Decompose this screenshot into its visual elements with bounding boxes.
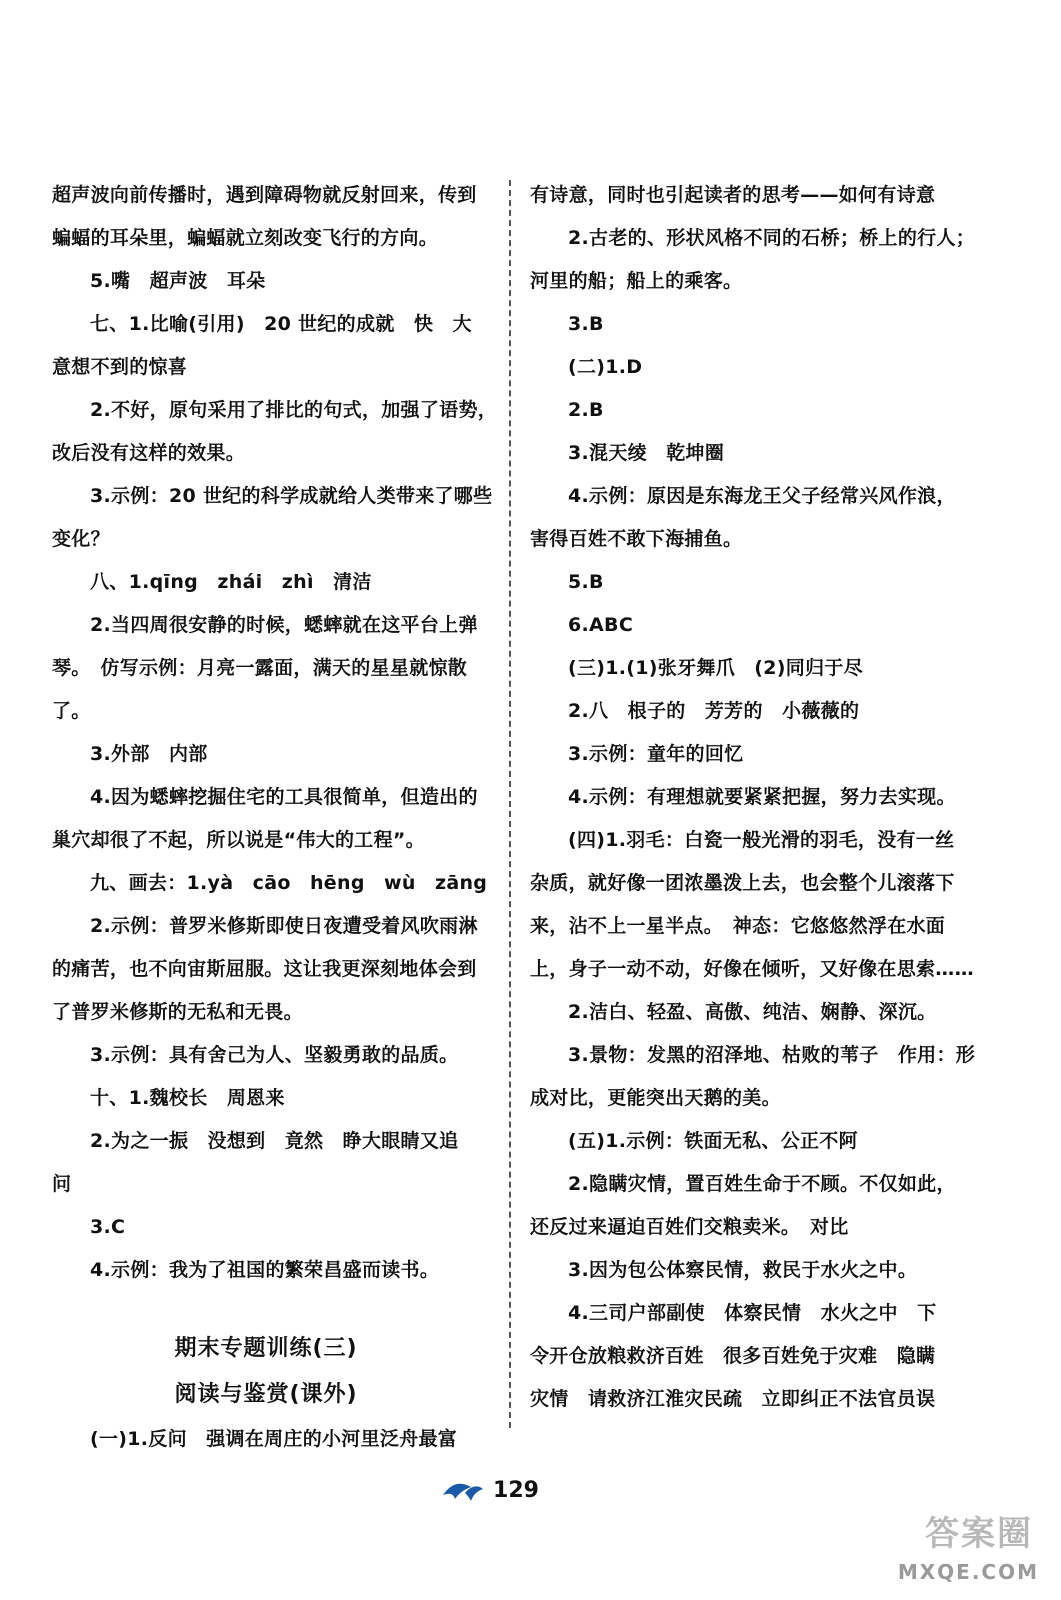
answer-line: 5.B <box>568 571 604 593</box>
section-gap <box>52 1292 480 1326</box>
answer-line: 4.示例：我为了祖国的繁荣昌盛而读书。 <box>90 1259 440 1281</box>
answer-line: 4.示例：有理想就要紧紧把握，努力去实现。 <box>568 786 956 808</box>
answer-line: 2.当四周很安静的时候，蟋蟀就在这平台上弹 <box>90 614 478 636</box>
watermark-logo: 答案圈 <box>925 1514 1033 1554</box>
answer-line: 琴。 仿写示例：月亮一露面，满天的星星就惊散 <box>52 657 468 679</box>
answer-line: 3.因为包公体察民情，救民于水火之中。 <box>568 1259 918 1281</box>
answer-line: 九、画去：1.yà cāo hēng wù zāng <box>90 872 488 894</box>
answer-line: 成对比，更能突出天鹅的美。 <box>530 1087 781 1109</box>
leaf-ornament-icon <box>441 1477 485 1503</box>
left-column <box>52 174 498 1461</box>
answer-line: 巢穴却很了不起，所以说是“伟大的工程”。 <box>52 829 425 851</box>
answer-line: 的痛苦，也不向宙斯屈服。这让我更深刻地体会到 <box>52 958 477 980</box>
right-column <box>530 174 976 1421</box>
section-subtitle: 阅读与鉴赏(课外) <box>174 1382 358 1407</box>
answer-line: 4.三司户部副使 体察民情 水火之中 下 <box>568 1302 937 1324</box>
page-footer <box>430 1470 550 1510</box>
answer-line: 2.为之一振 没想到 竟然 睁大眼睛又追 <box>90 1130 459 1152</box>
answer-line: 河里的船；船上的乘客。 <box>530 270 743 292</box>
answer-line: 2.洁白、轻盈、高傲、纯洁、娴静、深沉。 <box>568 1001 937 1023</box>
answer-line: 4.示例：原因是东海龙王父子经常兴风作浪， <box>568 485 956 507</box>
answer-line: 意想不到的惊喜 <box>52 356 188 378</box>
answer-line: 十、1.魏校长 周恩来 <box>90 1087 285 1109</box>
answer-line: 2.示例：普罗米修斯即使日夜遭受着风吹雨淋 <box>90 915 478 937</box>
answer-line: 3.B <box>568 313 604 335</box>
answer-line: 上，身子一动不动，好像在倾听，又好像在思索…… <box>530 958 974 980</box>
answer-line: 2.不好，原句采用了排比的句式，加强了语势， <box>90 399 498 421</box>
watermark-site: MXQE.COM <box>897 1560 1039 1584</box>
answer-line: 2.八 根子的 芳芳的 小薇薇的 <box>568 700 860 722</box>
answer-line: 有诗意，同时也引起读者的思考——如何有诗意 <box>530 184 936 206</box>
answer-line: 6.ABC <box>568 614 634 636</box>
answer-line: 来，沾不上一星半点。 神态：它悠悠然浮在水面 <box>530 915 946 937</box>
answer-line: (三)1.(1)张牙舞爪 (2)同归于尽 <box>568 657 863 679</box>
answer-line: 杂质，就好像一团浓墨泼上去，也会整个儿滚落下 <box>530 872 955 894</box>
answer-line: 害得百姓不敢下海捕鱼。 <box>530 528 743 550</box>
answer-line: 了普罗米修斯的无私和无畏。 <box>52 1001 303 1023</box>
answer-line: 令开仓放粮救济百姓 很多百姓免于灾难 隐瞒 <box>530 1345 936 1367</box>
answer-line: 改后没有这样的效果。 <box>52 442 246 464</box>
answer-line: 2.古老的、形状风格不同的石桥；桥上的行人； <box>568 227 976 249</box>
answer-line: 5.嘴 超声波 耳朵 <box>90 270 266 292</box>
answer-line: 3.C <box>90 1216 126 1238</box>
answer-line: 了。 <box>52 700 91 722</box>
answer-line: 七、1.比喻(引用) 20 世纪的成就 快 大 <box>90 313 472 335</box>
answer-line: 3.混天绫 乾坤圈 <box>568 442 725 464</box>
answer-line: 变化？ <box>52 528 110 550</box>
answer-line: 3.示例：具有舍己为人、坚毅勇敢的品质。 <box>90 1044 459 1066</box>
answer-line: 2.B <box>568 399 604 421</box>
answer-line: 超声波向前传播时，遇到障碍物就反射回来，传到 <box>52 184 477 206</box>
column-divider <box>509 180 511 1428</box>
section-title: 期末专题训练(三) <box>174 1336 358 1361</box>
answer-line: 蝙蝠的耳朵里，蝙蝠就立刻改变飞行的方向。 <box>52 227 439 249</box>
answer-line: 灾情 请救济江淮灾民疏 立即纠正不法官员误 <box>530 1388 936 1410</box>
answer-line: 还反过来逼迫百姓们交粮卖米。 对比 <box>530 1216 849 1238</box>
answer-line: 4.因为蟋蟀挖掘住宅的工具很简单，但造出的 <box>90 786 478 808</box>
answer-line: (一)1.反问 强调在周庄的小河里泛舟最富 <box>90 1428 458 1450</box>
answer-line: 3.示例：童年的回忆 <box>568 743 744 765</box>
answer-line: (二)1.D <box>568 356 643 378</box>
answer-line: 3.外部 内部 <box>90 743 208 765</box>
answer-line: (五)1.示例：铁面无私、公正不阿 <box>568 1130 858 1152</box>
answer-line: (四)1.羽毛：白瓷一般光滑的羽毛，没有一丝 <box>568 829 955 851</box>
watermark <box>849 1504 1039 1584</box>
answer-line: 3.示例：20 世纪的科学成就给人类带来了哪些 <box>90 485 493 507</box>
answer-line: 3.景物：发黑的沼泽地、枯败的苇子 作用：形 <box>568 1044 976 1066</box>
answer-line: 问 <box>52 1173 72 1195</box>
page-number: 129 <box>493 1477 539 1503</box>
answer-line: 八、1.qīng zhái zhì 清洁 <box>90 571 372 593</box>
answer-line: 2.隐瞒灾情，置百姓生命于不顾。不仅如此， <box>568 1173 956 1195</box>
